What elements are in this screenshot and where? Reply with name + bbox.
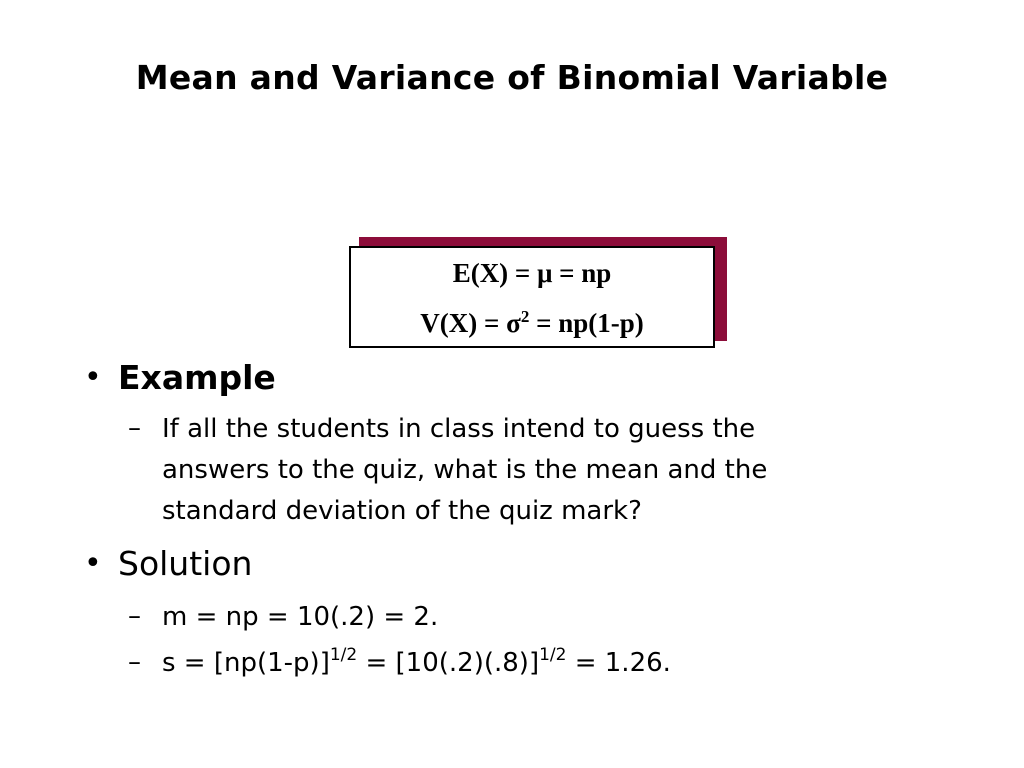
formula-variance-suffix: = np(1-p) [529,308,644,338]
bullet-marker: • [84,360,102,395]
solution-mean-line: m = np = 10(.2) = 2. [162,602,439,632]
example-question-line-2: answers to the quiz, what is the mean and the [162,455,768,485]
formula-variance-exponent: 2 [520,307,530,326]
sub-bullet-marker: – [128,413,141,443]
formula-variance-prefix: V(X) = σ [420,308,521,338]
bullet-marker: • [84,546,102,581]
formula-box [349,246,715,348]
sub-bullet-marker: – [128,601,141,631]
solution-sd-part-3: = 1.26. [566,648,671,678]
example-question-line-1: If all the students in class intend to guess the [162,414,756,444]
slide-title: Mean and Variance of Binomial Variable [135,58,889,97]
solution-sd-part-1: s = [np(1-p)] [162,648,330,678]
sub-bullet-marker: – [128,647,141,677]
solution-sd-line [162,643,671,684]
formula-mean: E(X) = μ = np [452,258,612,288]
solution-sd-exponent-2: 1/2 [539,645,567,665]
example-question-line-3: standard deviation of the quiz mark? [162,496,642,526]
bullet-heading-solution: Solution [118,544,253,583]
formula-variance [351,308,713,339]
bullet-heading-example: Example [118,358,276,397]
solution-sd-exponent-1: 1/2 [329,645,358,665]
solution-sd-part-2: = [10(.2)(.8)] [357,648,540,678]
